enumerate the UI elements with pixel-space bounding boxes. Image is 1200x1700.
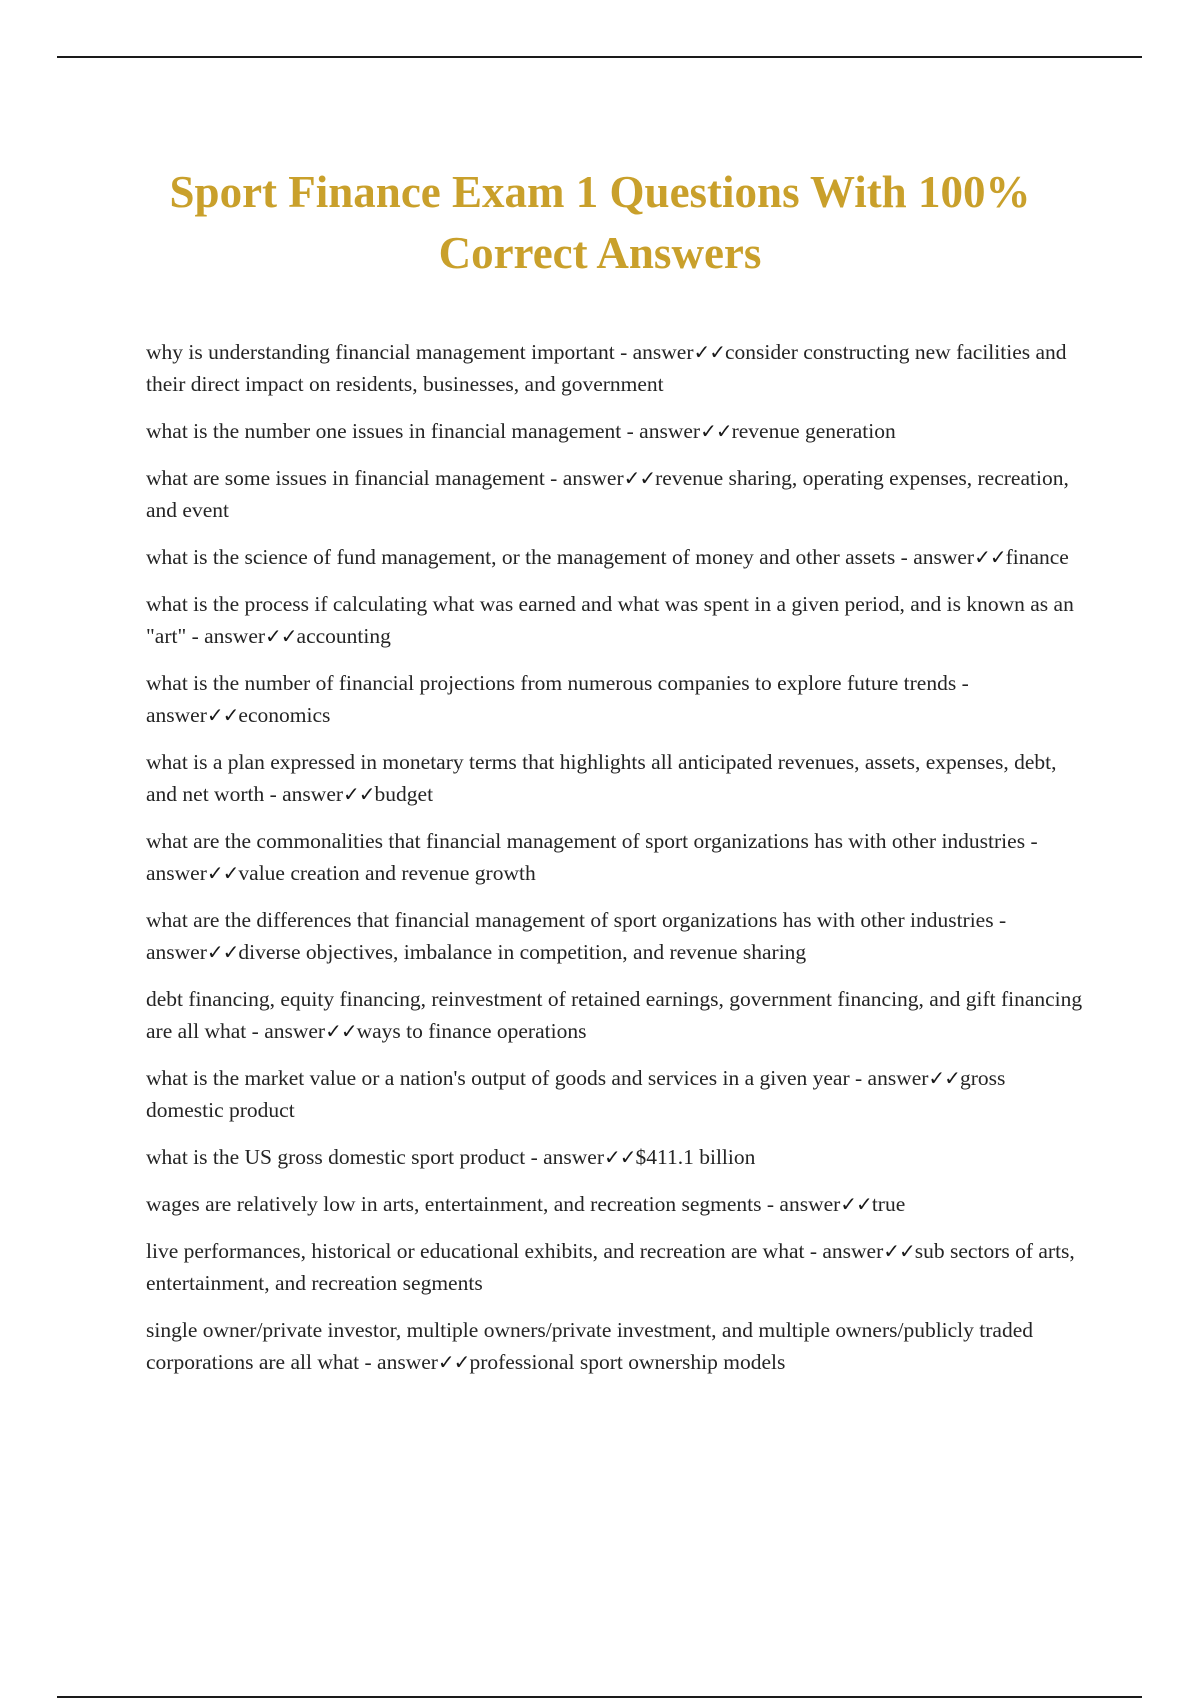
answer-label: answer xyxy=(639,419,701,443)
answer-text: accounting xyxy=(296,624,391,648)
double-check-icon: ✓✓ xyxy=(206,940,239,964)
question-text: why is understanding financial management important - xyxy=(146,340,633,364)
answer-label: answer xyxy=(867,1066,929,1090)
answer-text: professional sport ownership models xyxy=(469,1350,786,1374)
answer-text: finance xyxy=(1005,545,1069,569)
answer-text: value creation and revenue growth xyxy=(238,861,536,885)
answer-text: revenue generation xyxy=(731,419,896,443)
answer-label: answer xyxy=(264,1019,326,1043)
answer-label: answer xyxy=(543,1145,605,1169)
question-text: what is the US gross domestic sport product - xyxy=(146,1145,544,1169)
double-check-icon: ✓✓ xyxy=(928,1066,960,1090)
qa-item xyxy=(146,746,1086,810)
qa-item xyxy=(146,462,1086,526)
qa-item xyxy=(146,904,1086,968)
double-check-icon: ✓✓ xyxy=(693,340,726,364)
answer-label: answer xyxy=(146,940,207,964)
question-text: what is the market value or a nation's output of goods and services in a given year - xyxy=(146,1066,868,1090)
question-text: what are the commonalities that financial management of sport organizations has with other industries - xyxy=(146,829,1038,853)
answer-text: diverse objectives, imbalance in competition, and revenue sharing xyxy=(238,940,807,964)
question-text: what are the differences that financial management of sport organizations has with other industries - xyxy=(146,908,1007,932)
question-text: what is the number of financial projections from numerous companies to explore future trends - xyxy=(146,671,969,695)
question-text: debt financing, equity financing, reinvestment of retained earnings, government financing, and gift financing are all what - xyxy=(146,987,1083,1043)
double-check-icon: ✓✓ xyxy=(840,1192,872,1216)
answer-text: revenue sharing, operating expenses, recreation, and event xyxy=(146,466,1069,522)
answer-text: ways to finance operations xyxy=(356,1019,587,1043)
qa-item xyxy=(146,588,1086,652)
answer-label: answer xyxy=(822,1239,884,1263)
question-text: live performances, historical or educational exhibits, and recreation are what - xyxy=(146,1239,823,1263)
answer-text: gross domestic product xyxy=(146,1066,1006,1122)
qa-item xyxy=(146,1235,1086,1299)
double-check-icon: ✓✓ xyxy=(700,419,732,443)
qa-item xyxy=(146,541,1086,573)
answer-text: sub sectors of arts, entertainment, and recreation segments xyxy=(146,1239,1075,1295)
answer-text: $411.1 billion xyxy=(635,1145,756,1169)
double-check-icon: ✓✓ xyxy=(343,782,375,806)
answer-text: true xyxy=(871,1192,906,1216)
answer-text: consider constructing new facilities and their direct impact on residents, businesses, and government xyxy=(146,340,1067,396)
qa-item xyxy=(146,983,1086,1047)
answer-text: economics xyxy=(238,703,331,727)
document-title: Sport Finance Exam 1 Questions With 100% Correct Answers xyxy=(169,167,1031,278)
answer-label: answer xyxy=(632,340,694,364)
qa-item xyxy=(146,336,1086,400)
qa-item xyxy=(146,1141,1086,1173)
top-rule xyxy=(57,56,1142,58)
question-text: single owner/private investor, multiple owners/private investment, and multiple owners/publicly traded corporations are all what - xyxy=(146,1318,1034,1374)
answer-label: answer xyxy=(913,545,975,569)
answer-label: answer xyxy=(562,466,624,490)
qa-item xyxy=(146,1188,1086,1220)
double-check-icon: ✓✓ xyxy=(437,1350,470,1374)
double-check-icon: ✓✓ xyxy=(206,703,239,727)
question-text: what is the number one issues in financial management - xyxy=(146,419,640,443)
answer-text: budget xyxy=(374,782,434,806)
qa-item xyxy=(146,667,1086,731)
double-check-icon: ✓✓ xyxy=(604,1145,636,1169)
answer-label: answer xyxy=(377,1350,438,1374)
bottom-rule xyxy=(57,1696,1142,1698)
answer-label: answer xyxy=(146,861,207,885)
double-check-icon: ✓✓ xyxy=(325,1019,357,1043)
qa-item xyxy=(146,825,1086,889)
qa-item xyxy=(146,1062,1086,1126)
answer-label: answer xyxy=(204,624,266,648)
question-text: what is a plan expressed in monetary terms that highlights all anticipated revenues, assets, expenses, debt, and net worth - xyxy=(146,750,1057,806)
double-check-icon: ✓✓ xyxy=(206,861,239,885)
question-text: what is the science of fund management, or the management of money and other assets - xyxy=(146,545,914,569)
double-check-icon: ✓✓ xyxy=(974,545,1006,569)
question-text: what are some issues in financial management - xyxy=(146,466,563,490)
double-check-icon: ✓✓ xyxy=(623,466,656,490)
answer-label: answer xyxy=(282,782,344,806)
qa-item xyxy=(146,415,1086,447)
answer-label: answer xyxy=(146,703,207,727)
double-check-icon: ✓✓ xyxy=(883,1239,915,1263)
answer-label: answer xyxy=(779,1192,841,1216)
double-check-icon: ✓✓ xyxy=(265,624,297,648)
question-text: wages are relatively low in arts, entertainment, and recreation segments - xyxy=(146,1192,780,1216)
question-text: what is the process if calculating what was earned and what was spent in a given period, and is known as an "art" - xyxy=(146,592,1074,648)
qa-list xyxy=(146,336,1086,1393)
qa-item xyxy=(146,1314,1086,1378)
